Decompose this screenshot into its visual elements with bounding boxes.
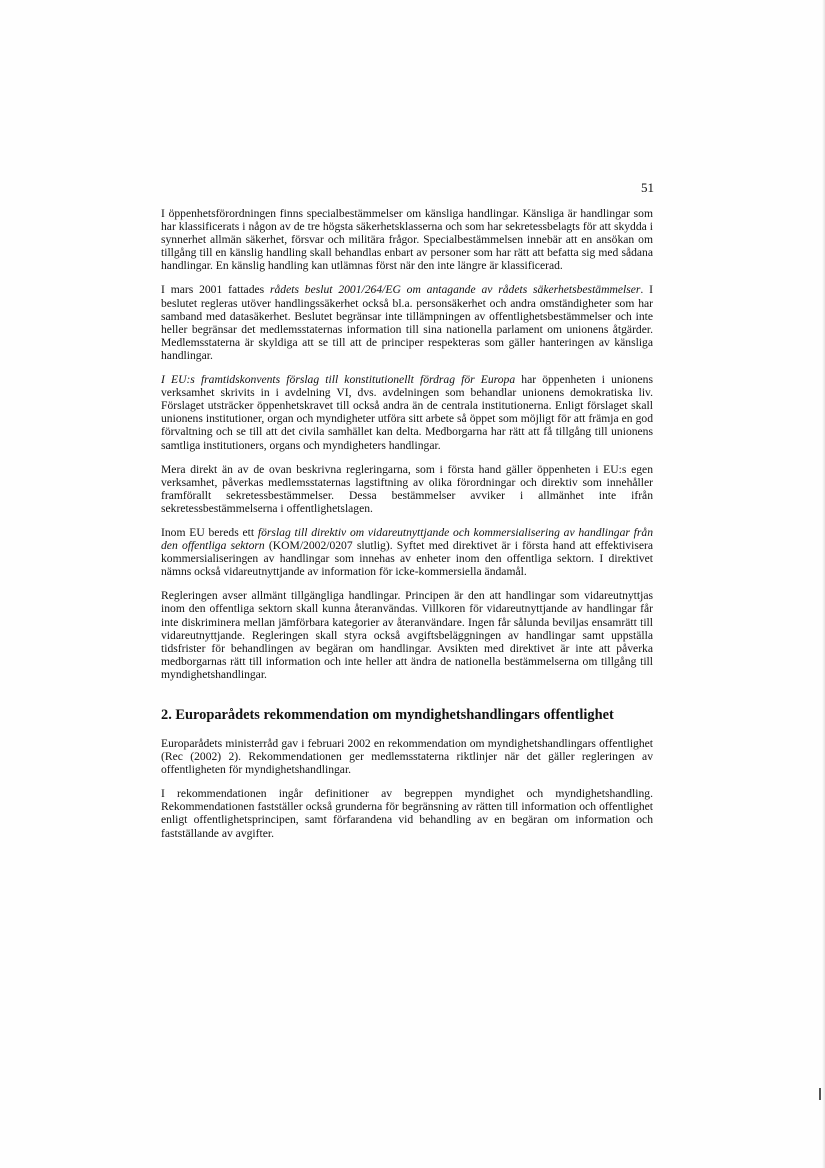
paragraph-text: Inom EU bereds ett — [161, 525, 258, 539]
scan-mark — [819, 1088, 821, 1100]
paragraph-text: (KOM/2002/0207 slutlig). Syftet med direktivet är i första hand att effektivisera kommersialiseringen av handlingar som innehas av enheter inom den offentliga sektorn. I direktivet nämns också vidareutnyttjande av information för icke-kommersiella ändamål. — [161, 539, 653, 579]
paragraph-text: har öppenheten i unionens verksamhet skrivits in i avdelning VI, dvs. avdelningen som behandlar unionens demokratiska liv. Förslaget utsträcker öppenhetskravet till också andra än de centrala institutionerna. Enligt förslaget skall unionens institutioner, organ och myndigheter utföra sitt arbete så öppet som möjligt för att främja en god förvaltning och se till att det civila samhället kan delta. Medborgarna har rätt att få tillgång till unionens samtliga institutioners, organs och myndigheters handlingar. — [161, 373, 653, 452]
section-heading: 2. Europarådets rekommendation om myndighetshandlingars offentlighet — [161, 707, 614, 723]
constitution-proposal-title: I EU:s framtidskonvents förslag till konstitutionellt fördrag för Europa — [161, 373, 516, 387]
paragraph-council-decision — [161, 283, 653, 362]
paragraph-constitution-proposal — [161, 373, 653, 452]
paragraph-sensitive-documents: I öppenhetsförordningen finns specialbestämmelser om känsliga handlingar. Känsliga är handlingar som har klassificerats i någon av de tre högsta säkerhetsklasserna och som har sekretessbelagts för att skydda i synnerhet allmän säkerhet, försvar och militära frågor. Specialbestämmelsen innebär att en ansökan om tillgång till en känslig handling skall behandlas enbart av personer som har rätt att befatta sig med sådana handlingar. En känslig handling kan utlämnas först när den inte längre är klassificerad. — [161, 207, 653, 273]
paragraph-definitions: I rekommendationen ingår definitioner av begreppen myndighet och myndighetshandling. Rekommendationen fastställer också grunderna för begränsning av rätten till information och offentlighet enligt offentlighetsprincipen, samt förfarandena vid behandling av en begäran om information och fastställande av avgifter. — [161, 787, 653, 840]
document-body — [161, 207, 653, 851]
paragraph-text: . I beslutet regleras utöver handlingssäkerhet också bl.a. personsäkerhet och andra omständigheter som har samband med datasäkerhet. Beslutet begränsar inte tillämpningen av offentlighetsbestämmelser och inte heller begränsar det medlemsstaternas information till sina nationella parlament om unionens åtgärder. Medlemsstaterna är skyldiga att se till att de principer respekteras som gäller hanteringen av känsliga handlingar. — [161, 283, 653, 362]
paragraph-regulation-scope: Regleringen avser allmänt tillgängliga handlingar. Principen är den att handlingar som vidareutnyttjas inom den offentliga sektorn skall kunna återanvändas. Villkoren för vidareutnyttjande av handlingar får inte diskriminera mellan jämförbara kategorier av återanvändare. Ingen får sålunda beviljas ensamrätt till vidareutnyttjande. Regleringen skall styra också avgiftsbeläggningen av handlingar samt uppställa tidsfrister för behandlingen av begäran om handlingar. Avsikten med direktivet är inte att påverka medborgarnas rätt till information och inte heller att ändra de nationella bestämmelserna om tillgång till myndighetshandlingar. — [161, 589, 653, 681]
paragraph-reuse-directive — [161, 526, 653, 578]
reuse-directive-title: förslag till direktiv om vidareutnyttjande och kommersialisering av handlingar från den offentliga sektorn — [161, 525, 654, 553]
paragraph-recommendation: Europarådets ministerråd gav i februari 2002 en rekommendation om myndighetshandlingars offentlighet (Rec (2002) 2). Rekommendationen ger medlemsstaterna riktlinjer när det gäller regleringen av offentligheten för myndighetshandlingar. — [161, 737, 653, 777]
council-decision-title: rådets beslut 2001/264/EG om antagande av rådets säkerhetsbestämmelser — [269, 283, 641, 297]
paragraph-member-state-legislation: Mera direkt än av de ovan beskrivna regleringarna, som i första hand gäller öppenheten i EU:s egen verksamhet, påverkas medlemsstaternas lagstiftning av olika förordningar och direktiv som innehåller framförallt sekretessbestämmelser. Dessa bestämmelser avviker i allmänhet inte ifrån sekretessbestämmelserna i offentlighetslagen. — [161, 462, 653, 515]
page-number: 51 — [641, 180, 654, 195]
paragraph-text: I mars 2001 fattades — [161, 283, 270, 297]
